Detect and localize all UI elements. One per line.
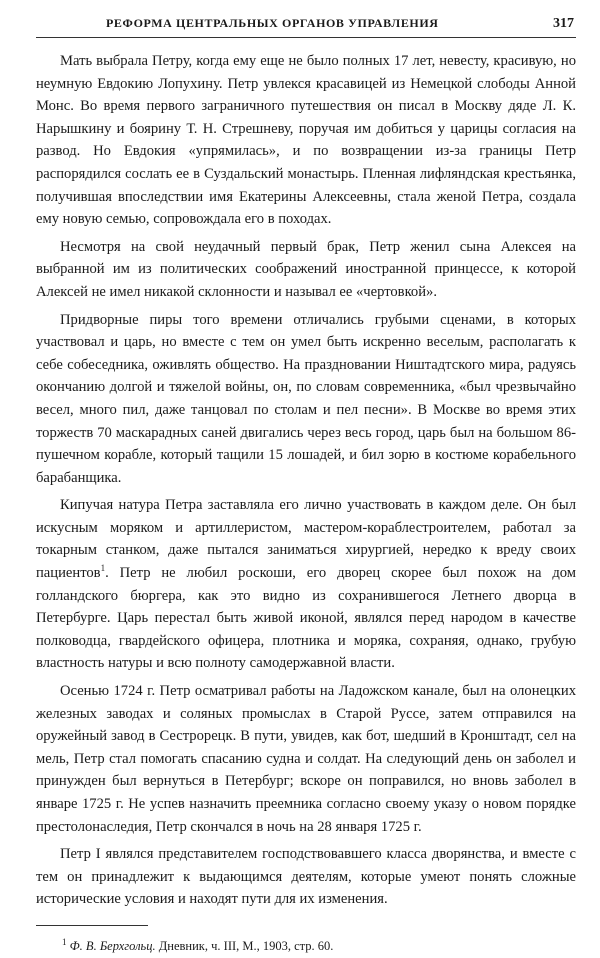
paragraph-with-footnote [36,494,576,675]
main-text [36,50,576,911]
footnote-reference[interactable]: 1 [100,563,106,574]
running-title: РЕФОРМА ЦЕНТРАЛЬНЫХ ОРГАНОВ УПРАВЛЕНИЯ [106,16,439,30]
book-page [36,12,576,954]
paragraph: Несмотря на свой неудачный первый брак, Петр женил сына Алексея на выбранной им из политических соображений иностранной принцессе, к которой Алексей не имел никакой склонности и называл ее «чертовкой». [36,238,576,300]
paragraph: Осенью 1724 г. Петр осматривал работы на Ладожском канале, был на олонецких железных заводах и соляных промыслах в Старой Руссе, затем отправился на оружейный завод в Сестрорецк. В пути, увидев, как бот, шедший в Кронштадт, сел на мель, Петр стал помогать спасанию судна и солдат. На следующий день он заболел и принужден был вернуться в Петербург; вскоре он поправился, но вновь заболел в январе 1725 г. Не успев назначить преемника согласно своему указу о новом порядке престолонаследия, Петр скончался в ночь на 28 января 1725 г. [36,683,576,835]
paragraph: Придворные пиры того времени отличались грубыми сценами, в которых участвовал и царь, но вместе с тем он умел быть искренно веселым, располагать к себе собеседника, оживлять общество. На праздновании Ништадтского мира, радуясь окончанию долгой и тяжелой войны, он, по словам современника, «был чрезвычайно весел, много пил, даже танцовал по столам и пел песни». В Москве во время этих торжеств 70 маскарадных саней двигались через весь город, царь был на большом 86-пушечном корабле, который тащили 15 лошадей, и бил зорю в костюме корабельного барабанщика. [36,311,576,486]
paragraph-text-before-note: Кипучая натура Петра заставляла его лично участвовать в каждом деле. Он был искусным моряком и артиллеристом, мастером-кораблестроителем, работал за токарным станком, даже пытался заниматься хирургией, нередко к вреду своих пациентов [36,497,576,582]
footnote-mark: 1 [62,936,67,947]
footnote-author: Ф. В. Берхгольц. [69,938,156,953]
paragraph: Петр I являлся представителем господствовавшего класса дворянства, и вместе с тем он принадлежит к выдающимся деятелям, которые умеют понять сложные исторические условия и находят пути для их изменения. [36,846,576,908]
footnote-divider [36,925,148,926]
running-header [36,12,576,38]
page-number: 317 [553,16,574,31]
footnote [36,938,576,954]
paragraph-text-after-note: . Петр не любил роскоши, его дворец скорее был похож на дом голландского бюргера, как это видно из сохранившегося Летнего дворца в Петербурге. Царь перестал быть живой иконой, являлся перед народом в качестве полководца, гвардейского офицера, плотника и моряка, сохраняя, однако, грубую властность натуры и всю полноту самодержавной власти. [36,565,576,672]
footnote-text: Дневник, ч. III, М., 1903, стр. 60. [158,938,334,953]
paragraph: Мать выбрала Петру, когда ему еще не было полных 17 лет, невесту, красивую, но неумную Евдокию Лопухину. Петр увлекся красавицей из Немецкой слободы Анной Монс. Во время первого заграничного путешествия он писал в Москву дяде Л. К. Нарышкину и боярину Т. Н. Стрешневу, поручая им добиться у царицы согласия на развод. Но Евдокия «упрямилась», и по возвращении из-за границы Петр распорядился сослать ее в Суздальский монастырь. Пленная лифляндская крестьянка, получившая впоследствии имя Екатерины Алексеевны, стала женой Петра, создала ему новую семью, сопровождала его в походах. [36,53,576,228]
